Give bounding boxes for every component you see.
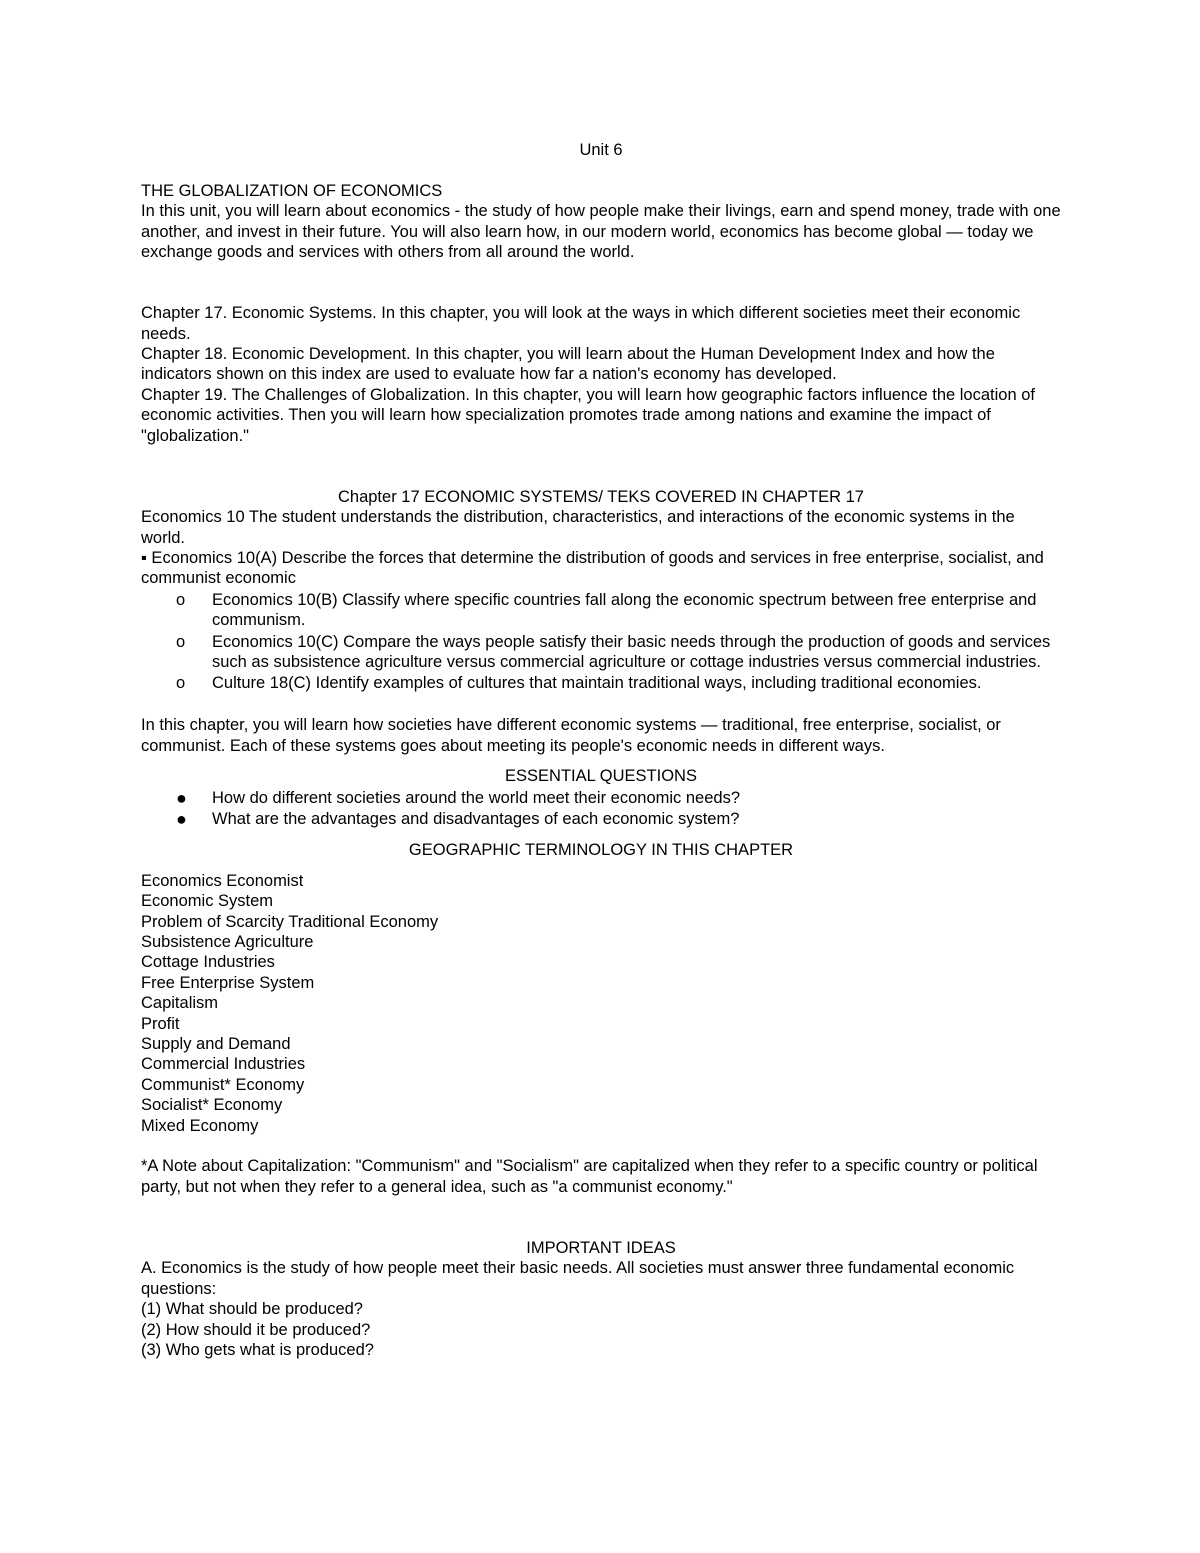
term-item: Cottage Industries (141, 953, 275, 972)
term-item: Capitalism (141, 994, 219, 1013)
bullet-marker: ● (176, 787, 187, 808)
important-ideas-heading: IMPORTANT IDEAS (526, 1238, 676, 1257)
spacer (141, 446, 1061, 466)
term-item: Commercial Industries (141, 1055, 306, 1074)
bullet-marker: ● (176, 808, 187, 829)
unit-heading: THE GLOBALIZATION OF ECONOMICS (141, 181, 443, 200)
essential-question-text: How do different societies around the world meet their economic needs? (212, 788, 740, 807)
term-item: Economics Economist (141, 871, 304, 890)
teks-sublist (141, 590, 1061, 694)
essential-questions-heading: ESSENTIAL QUESTIONS (505, 767, 697, 786)
spacer (141, 1197, 1061, 1217)
list-marker: o (176, 674, 186, 693)
term-item: Socialist* Economy (141, 1096, 283, 1115)
teks-item (141, 632, 1061, 673)
teks-item-text: Economics 10(C) Compare the ways people satisfy their basic needs through the production of goods and services such as subsistence agriculture versus commercial agriculture or cottage industries versus commercial industries. (212, 632, 1051, 672)
teks-item (141, 673, 1061, 693)
spacer (141, 466, 1061, 486)
economic-question: (2) How should it be produced? (141, 1320, 371, 1339)
term-item: Economic System (141, 892, 274, 911)
spacer (141, 1136, 1061, 1156)
terminology-list (141, 871, 1061, 1136)
terminology-heading: GEOGRAPHIC TERMINOLOGY IN THIS CHAPTER (408, 841, 794, 860)
term-item: Supply and Demand (141, 1034, 291, 1053)
spacer (141, 160, 1061, 180)
spacer (141, 262, 1061, 282)
teks-item-text: Culture 18(C) Identify examples of cultures that maintain traditional ways, including traditional economies. (212, 674, 982, 693)
term-item: Profit (141, 1014, 180, 1033)
chapter-17-summary: Chapter 17. Economic Systems. In this chapter, you will look at the ways in which different societies meet their economic needs. (141, 304, 1021, 343)
essential-question (141, 809, 1061, 829)
important-idea-a: A. Economics is the study of how people meet their basic needs. All societies must answer three fundamental economic questions: (141, 1259, 1015, 1298)
chapter-19-summary: Chapter 19. The Challenges of Globalization. In this chapter, you will learn how geographic factors influence the location of economic activities. Then you will learn how specialization promotes trade among nations and examine the impact of "globalization." (141, 385, 1035, 445)
spacer (141, 1218, 1061, 1238)
teks-item-text: Economics 10(B) Classify where specific countries fall along the economic spectrum between free enterprise and communism. (212, 590, 1037, 630)
spacer (141, 695, 1061, 715)
list-marker: o (176, 632, 186, 651)
term-item: Mixed Economy (141, 1116, 259, 1135)
spacer (141, 830, 1061, 840)
spacer (141, 756, 1061, 766)
term-item: Free Enterprise System (141, 973, 315, 992)
economic-question: (3) Who gets what is produced? (141, 1341, 374, 1360)
chapter-summary: In this chapter, you will learn how societies have different economic systems — traditional, free enterprise, socialist, or communist. Each of these systems goes about meeting its people's economic needs in different ways. (141, 716, 1001, 755)
document-page (141, 140, 1061, 1360)
capitalization-note: *A Note about Capitalization: "Communism" and "Socialism" are capitalized when they refer to a specific country or political party, but not when they refer to a general idea, such as "a communist economy." (141, 1157, 1038, 1196)
teks-item (141, 590, 1061, 631)
essential-question-text: What are the advantages and disadvantages of each economic system? (212, 809, 740, 828)
spacer (141, 283, 1061, 303)
teks-first-item: ▪ Economics 10(A) Describe the forces that determine the distribution of goods and services in free enterprise, socialist, and communist economic (141, 549, 1044, 588)
economic-question: (1) What should be produced? (141, 1300, 363, 1319)
term-item: Problem of Scarcity Traditional Economy (141, 912, 439, 931)
chapter-18-summary: Chapter 18. Economic Development. In this chapter, you will learn about the Human Development Index and how the indicators shown on this index are used to evaluate how far a nation's economy has developed. (141, 345, 995, 384)
list-marker: o (176, 590, 186, 609)
spacer (141, 861, 1061, 871)
unit-title: Unit 6 (579, 141, 623, 159)
unit-intro: In this unit, you will learn about economics - the study of how people make their livings, earn and spend money, trade with one another, and invest in their future. You will also learn how, in our modern world, economics has become global — today we exchange goods and services with others from all around the world. (141, 202, 1061, 262)
teks-intro: Economics 10 The student understands the distribution, characteristics, and interactions of the economic systems in the world. (141, 508, 1015, 547)
teks-heading: Chapter 17 ECONOMIC SYSTEMS/ TEKS COVERED IN CHAPTER 17 (337, 487, 864, 506)
essential-question (141, 788, 1061, 808)
term-item: Subsistence Agriculture (141, 932, 314, 951)
essential-questions-list (141, 788, 1061, 830)
term-item: Communist* Economy (141, 1075, 305, 1094)
